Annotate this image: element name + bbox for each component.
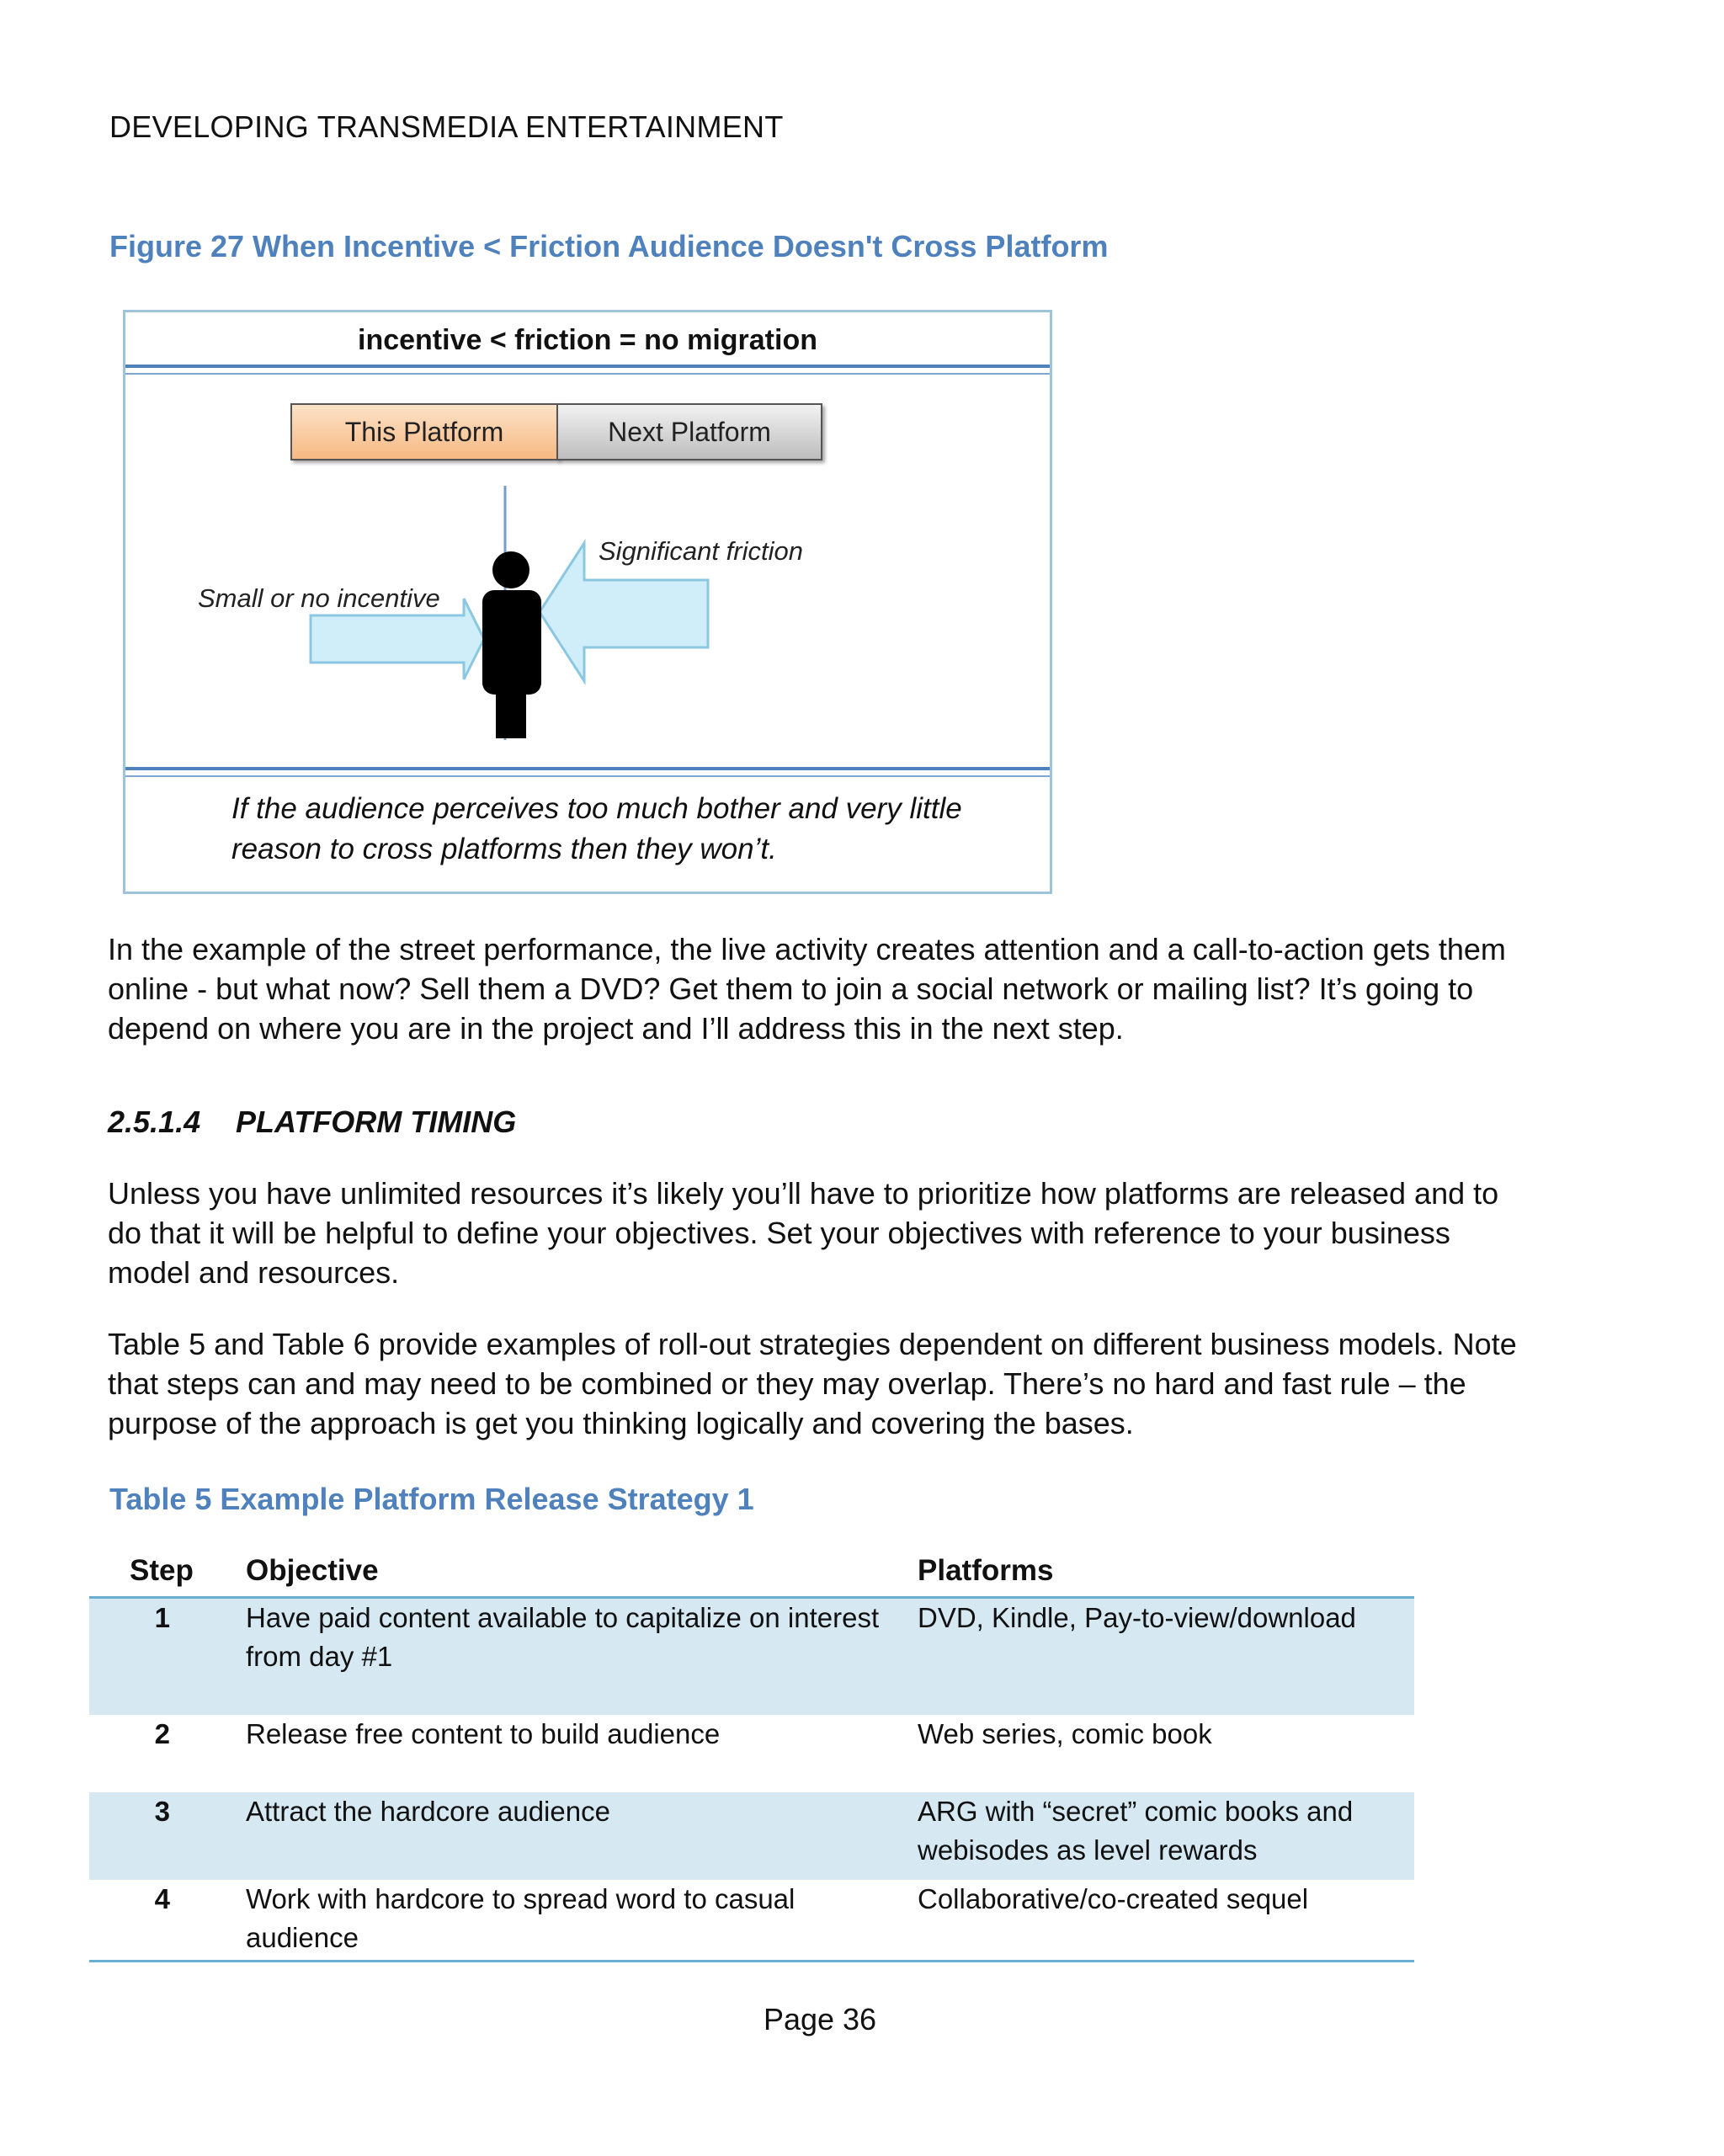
figure-bottom-rule — [125, 767, 1050, 770]
objective-line: audience — [246, 1922, 359, 1953]
table-caption: Table 5 Example Platform Release Strategy 1 — [109, 1482, 754, 1516]
platforms-line: DVD, Kindle, Pay-to-view/download — [918, 1602, 1356, 1633]
section-heading — [108, 1105, 516, 1140]
figure-bottom-caption — [231, 789, 962, 870]
platforms-line: webisodes as level rewards — [918, 1834, 1258, 1866]
objective-cell — [246, 1880, 902, 1957]
paragraph-line: online - but what now? Sell them a DVD? Get them to join a social network or mailing list? It’s going to — [108, 972, 1474, 1006]
column-header-objective: Objective — [246, 1554, 379, 1587]
paragraph-unlimited-resources — [108, 1174, 1539, 1292]
step-cell: 2 — [154, 1718, 170, 1749]
objective-cell: Attract the hardcore audience — [246, 1796, 610, 1827]
page-number: Page 36 — [763, 2002, 877, 2036]
column-header-platforms: Platforms — [918, 1554, 1054, 1587]
figure-bottom-line-1: If the audience perceives too much bother and very little — [231, 792, 962, 825]
paragraph-line: that steps can and may need to be combined or they may overlap. There’s no hard and fast rule – the — [108, 1366, 1466, 1401]
objective-line: Work with hardcore to spread word to casual — [246, 1883, 795, 1914]
platforms-cell: Collaborative/co-created sequel — [918, 1883, 1309, 1914]
paragraph-line: do that it will be helpful to define your objectives. Set your objectives with reference to your business — [108, 1216, 1450, 1250]
table-row — [89, 1715, 1414, 1792]
figure-caption: Figure 27 When Incentive < Friction Audience Doesn't Cross Platform — [109, 229, 1109, 264]
platforms-line: ARG with “secret” comic books and — [918, 1796, 1354, 1827]
figure-bottom-rule-thin — [125, 775, 1050, 777]
significant-friction-label: Significant friction — [599, 536, 803, 566]
table-row — [89, 1880, 1414, 1960]
step-cell: 1 — [154, 1602, 170, 1633]
small-incentive-label: Small or no incentive — [198, 583, 440, 613]
objective-cell — [246, 1599, 902, 1676]
running-header: DEVELOPING TRANSMEDIA ENTERTAINMENT — [109, 109, 784, 144]
paragraph-line: In the example of the street performance, the live activity creates attention and a call-to-action gets them — [108, 932, 1506, 966]
paragraph-line: Table 5 and Table 6 provide examples of roll-out strategies dependent on different business models. Note — [108, 1327, 1517, 1361]
table-row — [89, 1792, 1414, 1880]
paragraph-line: purpose of the approach is get you thinking logically and covering the bases. — [108, 1406, 1134, 1440]
figure-bottom-line-2: reason to cross platforms then they won’t. — [231, 833, 777, 865]
section-number: 2.5.1.4 — [108, 1105, 201, 1139]
section-title: PLATFORM TIMING — [236, 1105, 517, 1139]
objective-line: from day #1 — [246, 1641, 393, 1672]
step-cell: 4 — [154, 1883, 170, 1914]
table-bottom-rule — [89, 1960, 1414, 1962]
platforms-cell — [918, 1599, 1389, 1637]
step-cell: 3 — [154, 1796, 170, 1827]
person-icon — [482, 551, 541, 738]
platforms-cell — [918, 1792, 1389, 1870]
platforms-cell: Web series, comic book — [918, 1718, 1212, 1749]
column-header-step: Step — [130, 1554, 194, 1587]
paragraph-rollout-strategies — [108, 1324, 1539, 1443]
paragraph-line: depend on where you are in the project and I’ll address this in the next step. — [108, 1011, 1124, 1046]
objective-line: Have paid content available to capitalize on interest — [246, 1602, 880, 1633]
paragraph-line: Unless you have unlimited resources it’s likely you’ll have to prioritize how platforms are released and to — [108, 1176, 1499, 1211]
next-platform-box: Next Platform — [556, 403, 822, 460]
this-platform-box: This Platform — [290, 403, 558, 460]
paragraph-line: model and resources. — [108, 1255, 400, 1290]
table-row — [89, 1599, 1414, 1715]
paragraph-street-performance — [108, 929, 1539, 1048]
figure-title: incentive < friction = no migration — [358, 324, 817, 356]
objective-cell: Release free content to build audience — [246, 1718, 721, 1749]
figure-27 — [123, 310, 1052, 894]
